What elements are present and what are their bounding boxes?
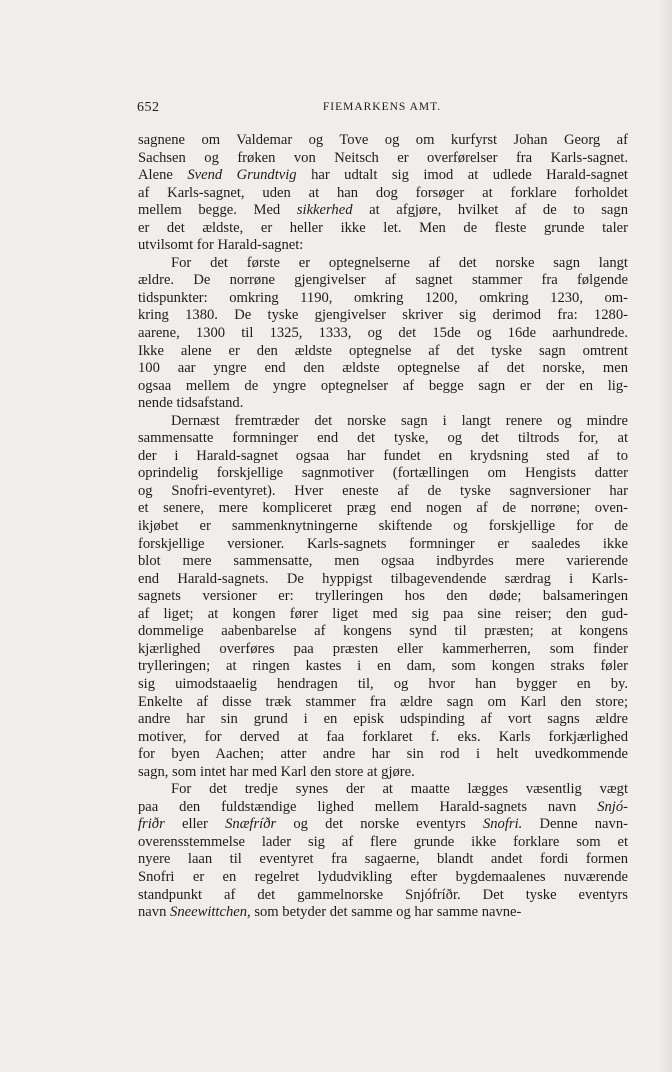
text-line: forskjellige versioner. Karls-sagnets formninger er saaledes ikke	[138, 535, 628, 552]
page-edge-shadow	[658, 0, 672, 1072]
text-line: For det første er optegnelserne af det norske sagn langt	[171, 254, 628, 271]
italic-term: sikkerhed	[296, 202, 353, 219]
text-line: Dernæst fremtræder det norske sagn i langt renere og mindre	[171, 412, 628, 429]
text-line: sammensatte formninger end det tyske, og det tiltrods for, at	[138, 430, 628, 447]
text-line: motiver, for derved at faa forklaret f. eks. Karls forkjærlighed	[138, 728, 628, 745]
text-line: af liget; at kongen fører liget med sig paa sine reiser; den gud-	[138, 605, 628, 622]
text-line: sig uimodstaaelig hendragen til, og hvor han bygger en by.	[138, 675, 628, 692]
text-line: tidspunkter: omkring 1190, omkring 1200, omkring 1230, om-	[138, 289, 628, 306]
text-line: ældre. De norrøne gjengivelser af sagnet stammer fra følgende	[138, 272, 628, 289]
text-line: oprindelig forskjellige sagnmotiver (fortællingen om Hengists datter	[138, 465, 628, 482]
text-line: end Harald-sagnets. De hyppigst tilbagevendende særdrag i Karls-	[138, 570, 628, 587]
text-line: Ikke alene er den ældste optegnelse af det tyske sagn omtrent	[138, 342, 628, 359]
text-line: Alene Svend Grundtvig har udtalt sig imod at udlede Harald-sagnet	[138, 167, 628, 184]
text-line: nende tidsafstand.	[138, 395, 244, 412]
text-line: sagn, som intet har med Karl den store at gjøre.	[138, 763, 415, 780]
running-head	[137, 100, 627, 120]
text-line: der i Harald-sagnet ogsaa har fundet en krydsning sted af to	[138, 447, 628, 464]
text-line: utvilsomt for Harald-sagnet:	[138, 237, 304, 254]
italic-term: Sneewittchen,	[170, 904, 251, 921]
text-line: nyere laan til eventyret fra sagaerne, blandt andet fordi formen	[138, 851, 628, 868]
text-line: friðr eller Snæfríðr og det norske eventyrs Snofri. Denne navn-	[138, 816, 628, 833]
text-line: blot mere sammensatte, men ogsaa indbyrdes mere varierende	[138, 553, 628, 570]
text-line: kjærlighed overføres paa præsten eller kammerherren, som finder	[138, 640, 628, 657]
text-line: navn Sneewittchen, som betyder det samme og har samme navne-	[138, 904, 522, 921]
text-line: et senere, mere kompliceret præg end nogen af de norrøne; oven-	[138, 500, 628, 517]
text-line: standpunkt af det gammelnorske Snjófríðr. Det tyske eventyrs	[138, 886, 628, 903]
text-line: andre har sin grund i en episk udspinding af vort sagns ældre	[138, 711, 628, 728]
text-line: overensstemmelse lader sig af flere grunde ikke forklare som et	[138, 833, 628, 850]
text-line: sagnene om Valdemar og Tove og om kurfyrst Johan Georg af	[138, 132, 628, 148]
text-line: Sachsen og frøken von Neitsch er overførelser fra Karls-sagnet.	[138, 149, 628, 166]
page-number: 652	[137, 100, 160, 115]
text-line: paa den fuldstændige lighed mellem Harald-sagnets navn Snjó-	[138, 798, 628, 815]
body-text	[138, 132, 628, 922]
italic-term: Snæfríðr	[225, 816, 277, 833]
text-line: af Karls-sagnet, uden at han dog forsøger at forklare forholdet	[138, 184, 628, 201]
text-line: ogsaa mellem de yngre optegnelser af begge sagn er der en lig-	[138, 377, 628, 394]
text-line: sagnets versioner er: trylleringen hos den døde; balsameringen	[138, 588, 628, 605]
text-line: kring 1380. De tyske gjengivelser skriver sig derimod fra: 1280-	[138, 307, 628, 324]
text-line: er det ældste, er heller ikke let. Men de fleste grunde taler	[138, 219, 628, 236]
text-line: trylleringen; at ringen kastes i en dam, som kongen straks føler	[138, 658, 628, 675]
header-title: FIEMARKENS AMT.	[322, 101, 442, 113]
italic-term: Svend Grundtvig	[187, 167, 297, 184]
text-line: dommelige aabenbarelse af kongens synd til præsten; at kongens	[138, 623, 628, 640]
text-line: ikjøbet er sammenknytningerne skiftende og forskjellige for de	[138, 518, 628, 535]
italic-term: friðr	[138, 816, 165, 833]
text-line: For det tredje synes der at maatte lægges væsentlig vægt	[171, 781, 628, 798]
text-line: aarene, 1300 til 1325, 1333, og det 15de og 16de aarhundrede.	[138, 325, 628, 342]
text-line: og Snofri-eventyret). Hver eneste af de tyske sagnversioner har	[138, 482, 628, 499]
text-line: 100 aar yngre end den ældste optegnelse af det norske, men	[138, 360, 628, 377]
italic-term: Snofri.	[482, 816, 523, 833]
text-line: for byen Aachen; atter andre har sin rod i helt uvedkommende	[138, 746, 628, 763]
italic-term: Snjó-	[597, 798, 628, 815]
text-line: mellem begge. Med sikkerhed at afgjøre, hvilket af de to sagn	[138, 202, 628, 219]
text-line: Enkelte af disse træk stammer fra ældre sagn om Karl den store;	[138, 693, 628, 710]
text-line: Snofri er en regelret lydudvikling efter bygdemaalenes nuværende	[138, 868, 628, 885]
